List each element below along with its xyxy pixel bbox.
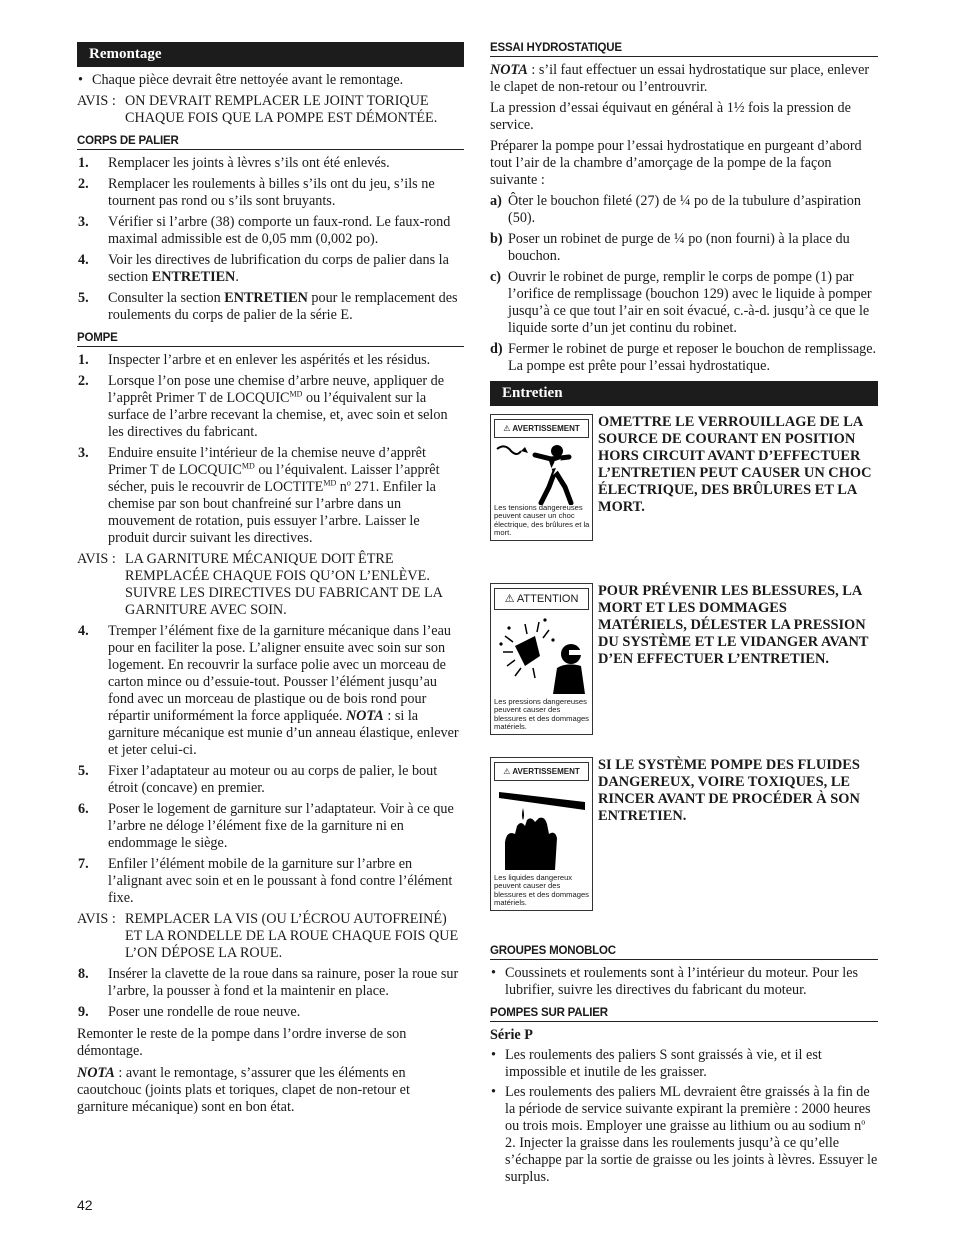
step-letter: c) [490, 269, 502, 285]
warning-electric-label: ⚠ AVERTISSEMENT Les tensions dangereuses peuvent causer un choc électrique, des brûlures et la mort. [490, 414, 593, 541]
essai-nota: NOTA : s’il faut effectuer un essai hydrostatique sur place, enlever le clapet de non-retour ou l’entrouvrir. [490, 62, 870, 95]
numbered-step [77, 352, 464, 369]
pressure-burst-icon [495, 616, 588, 694]
subheading-pompes-sur-palier: POMPES SUR PALIER [490, 1007, 878, 1022]
subheading-pompe: POMPE [77, 332, 464, 347]
step-text: Ouvrir le robinet de purge, remplir le corps de pompe (1) par l’orifice de remplissage (bouchon 129) avec le liquide à pomper jusqu’à ce que tout l’air en soit évacué, c.-à-d. jusqu’à ce que le liquide sorte d’un jet continu du robinet. [508, 269, 872, 336]
numbered-step [77, 445, 464, 547]
avis-notice: AVIS : ON DEVRAIT REMPLACER LE JOINT TORIQUE CHAQUE FOIS QUE LA POMPE EST DÉMONTÉE. [77, 93, 438, 126]
step-number: 2. [78, 373, 89, 389]
section-title-entretien: Entretien [490, 381, 878, 406]
step-number: 5. [78, 290, 89, 306]
warning-fluids [490, 757, 878, 911]
step-number: 8. [78, 966, 89, 982]
step-text: Enduire ensuite l’intérieur de la chemise neuve d’apprêt Primer T de $LOCQUIC^{MD}$ ou l’équivalent. Laisser l’apprêt sécher, puis le recouvrir de $LOCTITE^{MD}$ $n^o$ 271. Enfiler la chemise par son bout chanfreiné sur l’arbre dans un mouvement de rotation, puis essuyer l’arbre. Laisser le produit durcir suivant les directives. [108, 445, 440, 546]
step-text: Remplacer les joints à lèvres s’ils ont été enlevés. [108, 155, 390, 171]
step-text: Lorsque l’on pose une chemise d’arbre neuve, appliquer de l’apprêt Primer T de $LOCQUIC^{MD}$ ou l’équivalent sur la surface de l’arbre recevant la chemise, et, avec soin et selon les directives du fabricant. [108, 373, 448, 440]
pompe-list-a [77, 352, 464, 547]
step-number: 5. [78, 763, 89, 779]
numbered-step [77, 290, 464, 324]
essai-steps [490, 193, 878, 375]
numbered-step [77, 373, 464, 441]
numbered-step [77, 214, 464, 248]
hazardous-liquid-icon [495, 786, 588, 870]
numbered-step [77, 856, 464, 907]
essai-prep: Préparer la pompe pour l’essai hydrostatique en purgeant d’abord tout l’air de la chambre d’amorçage de la pompe de la façon suivante : [490, 138, 862, 188]
step-number: 3. [78, 445, 89, 461]
step-text: Poser le logement de garniture sur l’adaptateur. Voir à ce que l’arbre ne déloge l’élément fixe de la garniture ni en endommage le siège. [108, 801, 454, 851]
lettered-step [490, 269, 878, 337]
warning-header: ⚠ AVERTISSEMENT [494, 419, 589, 438]
step-text: Fermer le robinet de purge et reposer le bouchon de remplissage. La pompe est prête pour l’essai hydrostatique. [508, 341, 877, 374]
numbered-step [77, 623, 464, 759]
step-letter: b) [490, 231, 503, 247]
step-letter: a) [490, 193, 502, 209]
subheading-corps-de-palier: CORPS DE PALIER [77, 135, 464, 150]
list-item: • Chaque pièce devrait être nettoyée avant le remontage. [78, 72, 404, 88]
warning-text: POUR PRÉVENIR LES BLESSURES, LA MORT ET LES DOMMAGES MATÉRIELS, DÉLESTER LA PRESSION DU SYSTÈME ET LE VIDANGER AVANT D’EN EFFECTUER L’ENTRETIEN. [598, 583, 869, 667]
pompe-list-c [77, 966, 464, 1021]
step-number: 1. [78, 352, 89, 368]
right-column [490, 42, 878, 1186]
warning-header: ⚠ AVERTISSEMENT [494, 762, 589, 781]
step-number: 4. [78, 623, 89, 639]
serie-label: Série P [490, 1027, 533, 1043]
electric-shock-icon [495, 441, 588, 505]
subheading-essai-hydrostatique: ESSAI HYDROSTATIQUE [490, 42, 878, 57]
step-text: Enfiler l’élément mobile de la garniture sur l’arbre en l’alignant avec soin et en le poussant à fond contre l’élément fixe. [108, 856, 453, 906]
step-text: Insérer la clavette de la roue dans sa rainure, poser la roue sur l’arbre, la pousser à fond et la maintenir en place. [108, 966, 459, 999]
corps-list [77, 155, 464, 324]
left-column [77, 42, 464, 1116]
warning-text: OMETTRE LE VERROUILLAGE DE LA SOURCE DE COURANT EN POSITION HORS CIRCUIT AVANT D’EFFECTUER L’ENTRETIEN PEUT CAUSER UN CHOC ÉLECTRIQUE, DES BRÛLURES ET LA MORT. [598, 414, 872, 515]
warning-header: ⚠ ATTENTION [494, 588, 589, 610]
lettered-step [490, 231, 878, 265]
step-text: Tremper l’élément fixe de la garniture mécanique dans l’eau pour en faciliter la pose. L’aligner ensuite avec soin sur son logement. En recouvrir la surface polie avec un morceau de carton mince ou d’essuie-tout. Pousser l’élément jusqu’au fond avec un morceau de plastique ou de bois rond pour répartir uniformément la force appliquée. NOTA : si la garniture mécanique est munie d’un anneau élastique, enlever et jeter celui-ci. [108, 623, 459, 758]
serie-bullets [490, 1047, 878, 1186]
warning-pressure-label: ⚠ ATTENTION Les pressions dangereuses peuvent causer des blessures et des dommages matériels. [490, 583, 593, 735]
step-text: Remplacer les roulements à billes s’ils ont du jeu, s’ils ne tournent pas rond ou s’ils sont bruyants. [108, 176, 435, 209]
list-item: • Les roulements des paliers ML devraient être graissés à la fin de la période de service suivante expirant la première : 2000 heures ou trois mois. Employer une graisse au lithium ou au sodium $n^o$ 2. Injecter la graisse dans les roulements jusqu’à ce qu’elle s’échappe par la sortie de graisse ou les joints à lèvres. Essuyer le surplus. [491, 1084, 878, 1185]
warning-electric [490, 414, 878, 541]
list-item-text: Les roulements des paliers ML devraient être graissés à la fin de la période de service suivante expirant la première : 2000 heures ou trois mois. Employer une graisse au lithium ou au sodium $n^o$ 2. Injecter la graisse dans les roulements jusqu’à ce qu’elle s’échappe par la sortie de graisse ou les joints à lèvres. Essuyer le surplus. [505, 1084, 878, 1185]
numbered-step [77, 966, 464, 1000]
warning-fluids-label: ⚠ AVERTISSEMENT Les liquides dangereux peuvent causer des blessures et des dommages matériels. [490, 757, 593, 911]
step-text: Vérifier si l’arbre (38) comporte un faux-rond. Le faux-rond maximal admissible est de 0,05 mm (0,002 po). [108, 214, 451, 247]
section-title-remontage: Remontage [77, 42, 464, 67]
list-item: • Les roulements des paliers S sont graissés à vie, et il est impossible et inutile de les graisser. [490, 1047, 878, 1081]
lettered-step [490, 341, 878, 375]
warning-text: SI LE SYSTÈME POMPE DES FLUIDES DANGEREUX, VOIRE TOXIQUES, LE RINCER AVANT DE PROCÉDER À SON ENTRETIEN. [598, 757, 860, 824]
step-number: 6. [78, 801, 89, 817]
avis-notice: AVIS : REMPLACER LA VIS (OU L’ÉCROU AUTOFREINÉ) ET LA RONDELLE DE LA ROUE CHAQUE FOIS QUE L’ON DÉPOSE LA ROUE. [77, 911, 459, 961]
subheading-groupes-monobloc: GROUPES MONOBLOC [490, 945, 878, 960]
step-text: Fixer l’adaptateur au moteur ou au corps de palier, le bout étroit (concave) en premier. [108, 763, 438, 796]
closing-paragraph: Remonter le reste de la pompe dans l’ordre inverse de son démontage. [77, 1026, 407, 1059]
page-number: 42 [77, 1197, 93, 1213]
step-number: 1. [78, 155, 89, 171]
numbered-step [77, 252, 464, 286]
numbered-step [77, 763, 464, 797]
step-number: 9. [78, 1004, 89, 1020]
step-text: Consulter la section ENTRETIEN pour le remplacement des roulements du corps de palier de la série E. [108, 290, 458, 323]
step-number: 3. [78, 214, 89, 230]
step-number: 2. [78, 176, 89, 192]
numbered-step [77, 1004, 464, 1021]
step-text: Ôter le bouchon fileté (27) de ¼ po de la tubulure d’aspiration (50). [508, 193, 861, 226]
essai-pressure: La pression d’essai équivaut en général à 1½ fois la pression de service. [490, 100, 851, 133]
list-item-text: Les roulements des paliers S sont graissés à vie, et il est impossible et inutile de les graisser. [505, 1047, 822, 1080]
numbered-step [77, 155, 464, 172]
step-number: 7. [78, 856, 89, 872]
numbered-step [77, 176, 464, 210]
pompe-list-b [77, 623, 464, 907]
lettered-step [490, 193, 878, 227]
step-number: 4. [78, 252, 89, 268]
numbered-step [77, 801, 464, 852]
list-item: • Coussinets et roulements sont à l’intérieur du moteur. Pour les lubrifier, suivre les directives du fabricant du moteur. [491, 965, 859, 998]
step-text: Inspecter l’arbre et en enlever les aspérités et les résidus. [108, 352, 431, 368]
warning-pressure [490, 583, 878, 735]
step-text: Poser une rondelle de roue neuve. [108, 1004, 301, 1020]
avis-notice: AVIS : LA GARNITURE MÉCANIQUE DOIT ÊTRE REMPLACÉE CHAQUE FOIS QU’ON L’ENLÈVE. SUIVRE LES DIRECTIVES DU FABRICANT DE LA GARNITURE AVEC SOIN. [77, 551, 443, 618]
step-letter: d) [490, 341, 503, 357]
step-text: Voir les directives de lubrification du corps de palier dans la section ENTRETIEN. [108, 252, 449, 285]
step-text: Poser un robinet de purge de ¼ po (non fourni) à la place du bouchon. [508, 231, 850, 264]
nota-paragraph: NOTA : avant le remontage, s’assurer que les éléments en caoutchouc (joints plats et toriques, clapet de non-retour et garniture mécanique) sont en bon état. [77, 1065, 410, 1115]
